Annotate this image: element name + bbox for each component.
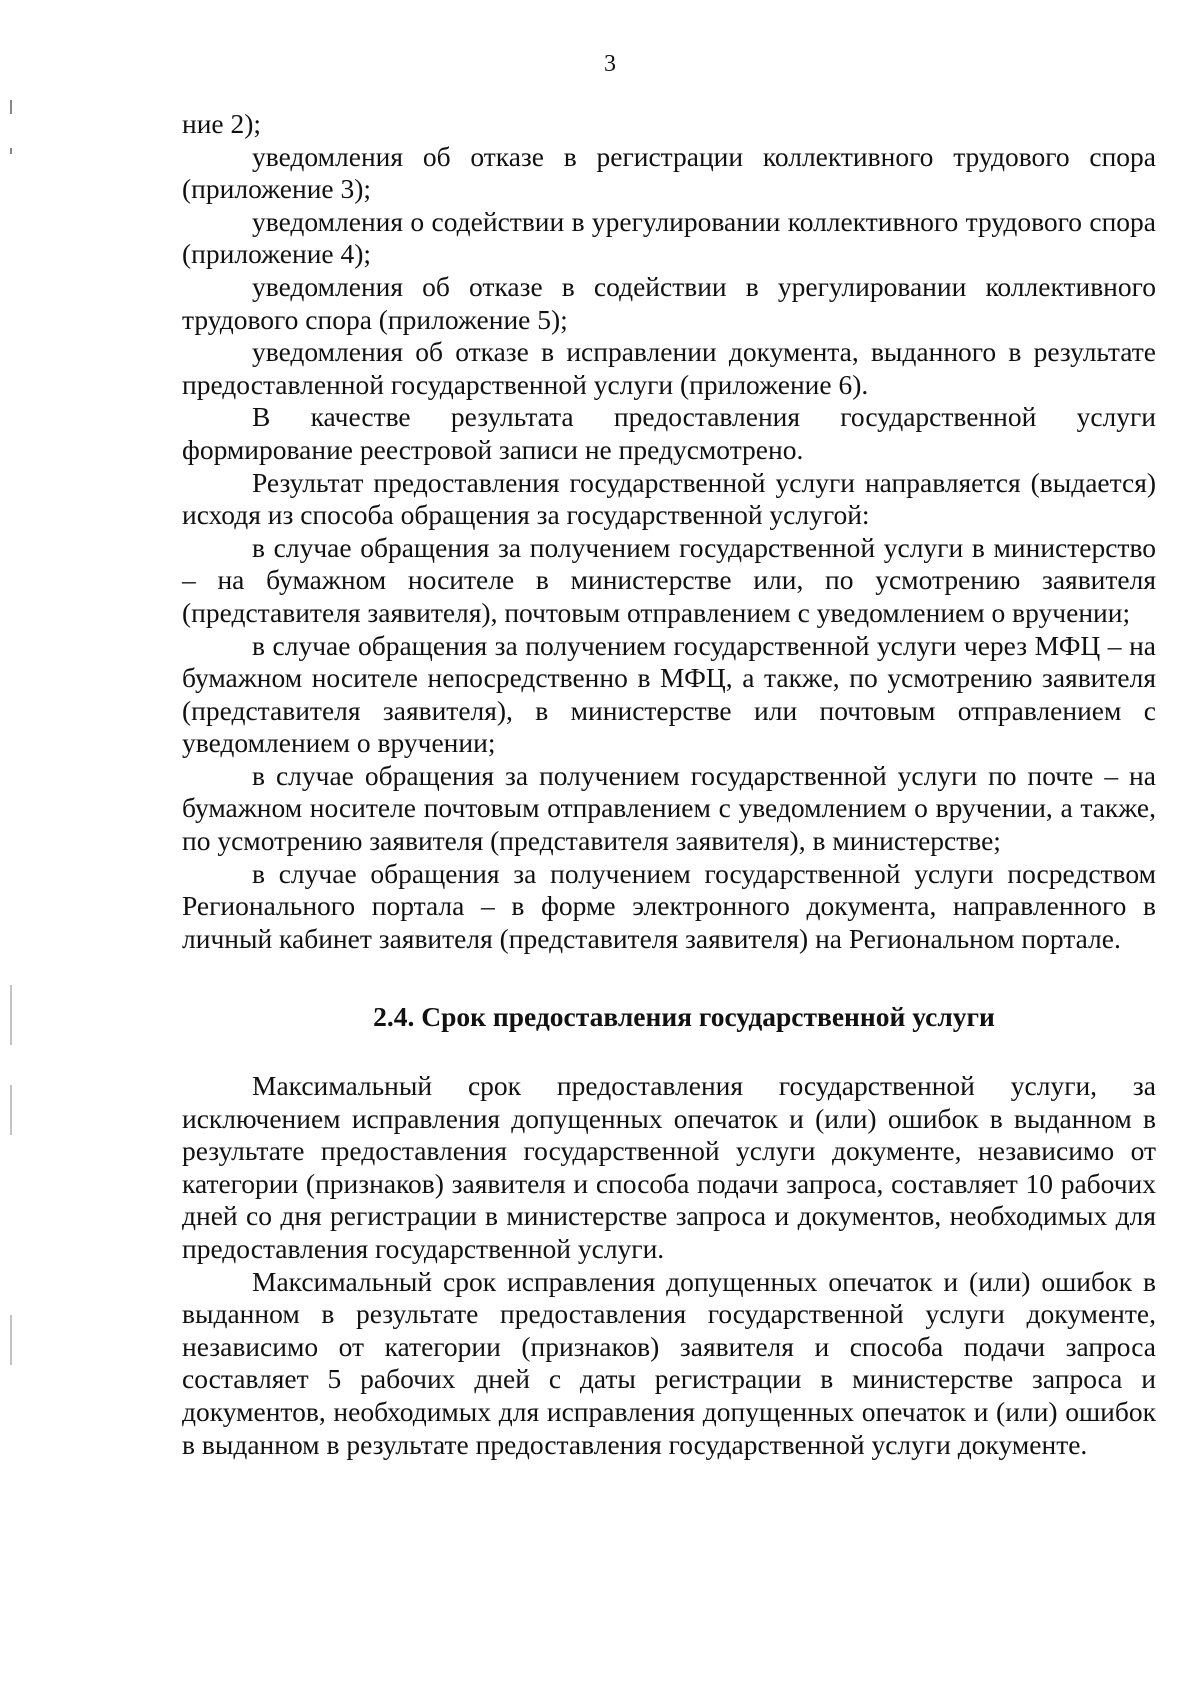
document-body xyxy=(182,108,1156,1461)
paragraph: ние 2); xyxy=(182,108,262,139)
paragraph: уведомления о содействии в урегулировании коллективного трудового спора (приложение 4); xyxy=(182,205,1156,270)
paragraph: уведомления об отказе в регистрации коллективного трудового спора (приложение 3); xyxy=(182,140,1156,205)
paragraph: в случае обращения за получением государственной услуги посредством Регионального портала – в форме электронного документа, направленного в личный кабинет заявителя (представителя заявителя) на Региональном портале. xyxy=(182,857,1156,954)
paragraph: Максимальный срок предоставления государственной услуги, за исключением исправления допущенных опечаток и (или) ошибок в выданном в результате предоставления государственной услуги документе, независимо от категории (признаков) заявителя и способа подачи запроса, составляет 10 рабочих дней со дня регистрации в министерстве запроса и документов, необходимых для предоставления государственной услуги. xyxy=(182,1070,1156,1264)
section-heading: 2.4. Срок предоставления государственной услуги xyxy=(373,1001,995,1033)
paragraph: в случае обращения за получением государственной услуги через МФЦ – на бумажном носителе непосредственно в МФЦ, а также, по усмотрению заявителя (представителя заявителя), в министерстве или почтовым отправлением с уведомлением о вручении; xyxy=(182,629,1156,759)
paragraph: В качестве результата предоставления государственной услуги формирование реестровой записи не предусмотрено. xyxy=(182,401,1156,465)
page-number: 3 xyxy=(604,51,616,77)
paragraph: в случае обращения за получением государственной услуги в министерство – на бумажном носителе в министерстве или, по усмотрению заявителя (представителя заявителя), почтовым отправлением с уведомлением о вручении; xyxy=(182,531,1156,628)
paragraph: уведомления об отказе в исправлении документа, выданного в результате предоставленной государственной услуги (приложение 6). xyxy=(182,336,1156,400)
scan-edge-mark xyxy=(10,985,12,1045)
paragraph: Максимальный срок исправления допущенных опечаток и (или) ошибок в выданном в результате предоставления государственной услуги документе, независимо от категории (признаков) заявителя и способа подачи запроса составляет 5 рабочих дней с даты регистрации в министерстве запроса и документов, необходимых для исправления допущенных опечаток и (или) ошибок в выданном в результате предоставления государственной услуги документе. xyxy=(182,1265,1156,1460)
paragraph: уведомления об отказе в содействии в урегулировании коллективного трудового спора (приложение 5); xyxy=(182,270,1156,335)
scan-edge-mark xyxy=(10,1315,12,1365)
scan-edge-mark xyxy=(10,148,12,154)
scan-edge-mark xyxy=(10,1085,12,1135)
paragraph: в случае обращения за получением государственной услуги по почте – на бумажном носителе почтовым отправлением с уведомлением о вручении, а также, по усмотрению заявителя (представителя заявителя), в министерстве; xyxy=(182,759,1156,857)
paragraph: Результат предоставления государственной услуги направляется (выдается) исходя из способа обращения за государственной услугой: xyxy=(182,466,1156,531)
scan-edge-mark xyxy=(10,100,12,114)
